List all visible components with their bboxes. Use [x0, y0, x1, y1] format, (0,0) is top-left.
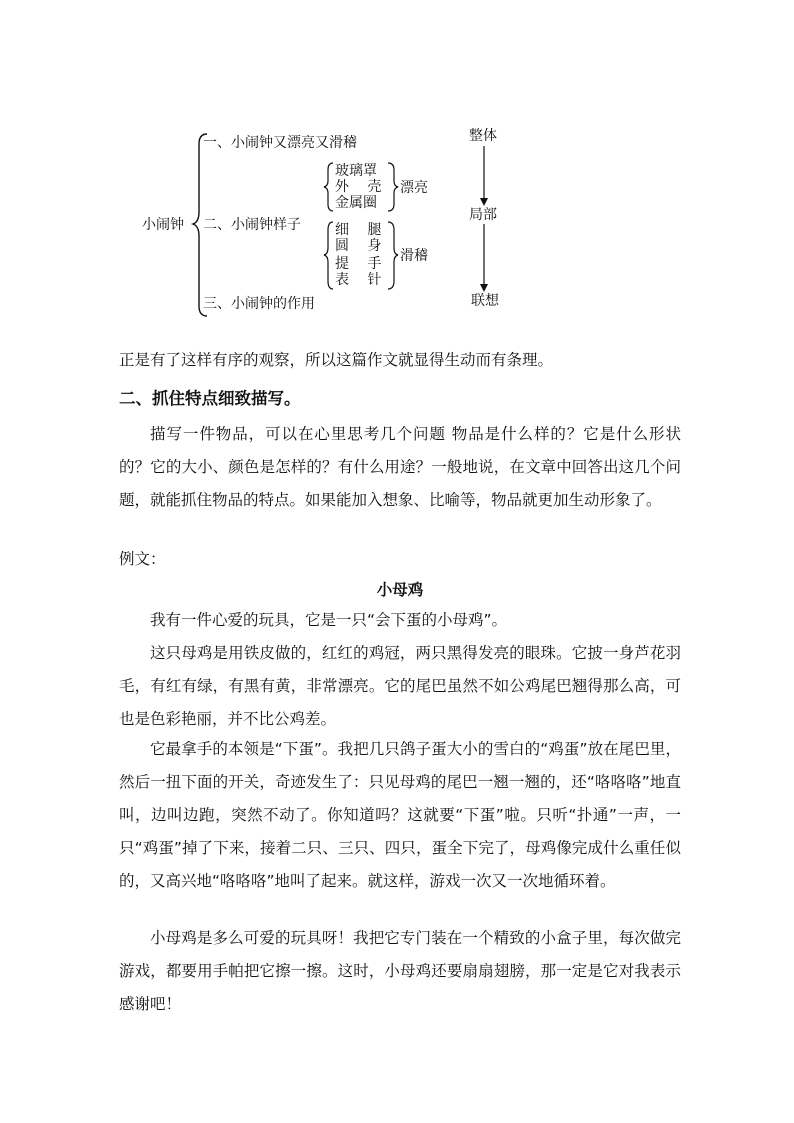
diagram-item: 表 针 — [335, 272, 382, 288]
section-heading: 二、抓住特点细致描写。 — [119, 389, 301, 408]
flow-step-association: 联想 — [471, 293, 499, 309]
intro-paragraph: 描写一件物品，可以在心里思考几个问题 物品是什么样的？它是什么形状的？它的大小、颜色是怎样的？有什么用途？一般地说，在文章中回答出这几个问题，就能抓住物品的特点。如果能加入想象、比喻等，物品就更加生动形象了。 — [119, 425, 681, 509]
diagram-item: 玻璃罩 — [335, 163, 377, 179]
diagram-branch-3: 三、小闹钟的作用 — [203, 296, 315, 312]
diagram-branch-1: 一、小闹钟又漂亮又滑稽 — [203, 135, 357, 151]
essay-paragraph-2: 这只母鸡是用铁皮做的，红红的鸡冠，两只黑得发亮的眼珠。它披一身芦花羽毛，有红有绿，有黑有黄，非常漂亮。它的尾巴虽然不如公鸡尾巴翘得那么高，可也是色彩艳丽，并不比公鸡差。 — [119, 644, 681, 728]
essay-paragraph-1: 我有一件心爱的玩具，它是一只“会下蛋的小母鸡”。 — [150, 611, 508, 629]
diagram-label-beautiful: 漂亮 — [400, 180, 428, 196]
diagram-branch-2: 二、小闹钟样子 — [203, 217, 301, 233]
conclusion-text: 正是有了这样有序的观察，所以这篇作文就显得生动而有条理。 — [119, 351, 554, 369]
diagram-label-funny: 滑稽 — [400, 248, 428, 264]
flow-step-part: 局部 — [469, 207, 497, 223]
diagram-item: 金属圈 — [335, 195, 377, 211]
essay-title: 小母鸡 — [376, 581, 424, 599]
diagram-item: 圆 身 — [335, 238, 382, 254]
diagram-item: 细 腿 — [335, 222, 382, 238]
flow-step-whole: 整体 — [469, 128, 497, 144]
brace-and-arrow-lines — [0, 0, 794, 330]
essay-paragraph-4: 小母鸡是多么可爱的玩具呀！我把它专门装在一个精致的小盒子里，每次做完游戏，都要用手帕把它擦一擦。这时，小母鸡还要扇扇翅膀，那一定是它对我表示感谢吧！ — [119, 929, 681, 1013]
diagram-item: 提 手 — [335, 256, 382, 272]
essay-paragraph-3: 它最拿手的本领是“下蛋”。我把几只鸽子蛋大小的雪白的“鸡蛋”放在尾巴里，然后一扭下面的开关，奇迹发生了：只见母鸡的尾巴一翘一翘的，还“咯咯咯”地直叫，边叫边跑，突然不动了。你知道吗？这就要“下蛋”啦。只听“扑通”一声，一只“鸡蛋”掉了下来，接着二只、三只、四只，蛋全下完了，母鸡像完成什么重任似的，又高兴地“咯咯咯”地叫了起来。就这样，游戏一次又一次地循环着。 — [119, 740, 681, 890]
diagram-root: 小闹钟 — [142, 217, 184, 233]
diagram-item: 外 壳 — [335, 179, 382, 195]
example-label: 例文： — [119, 550, 166, 568]
